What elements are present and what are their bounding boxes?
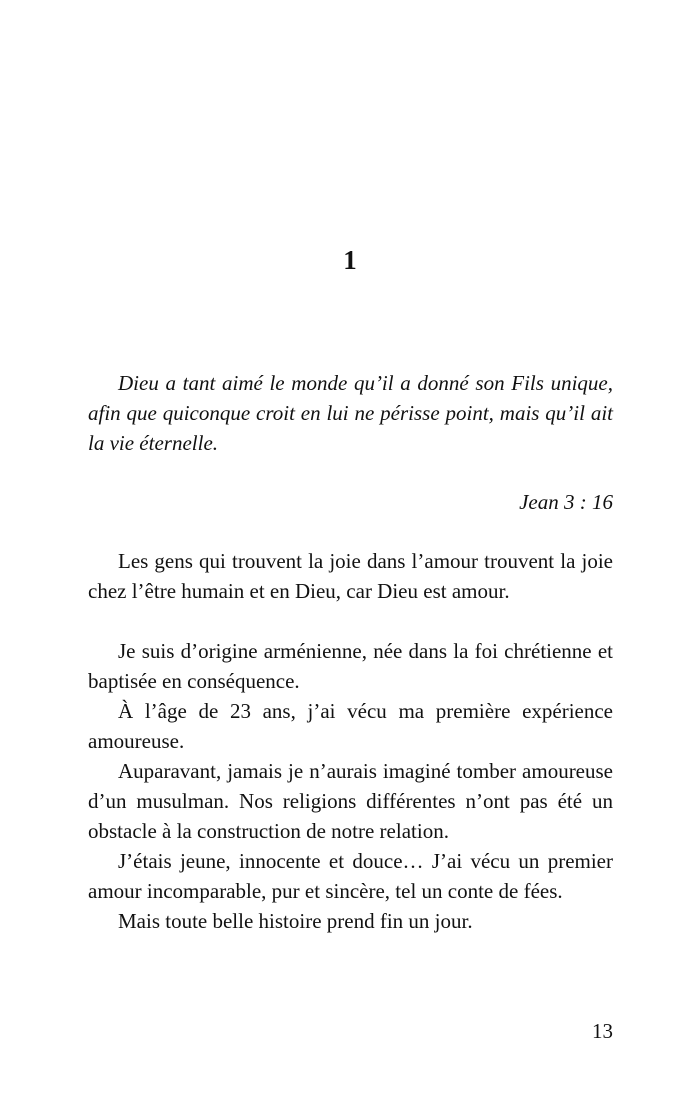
page-number: 13 — [592, 1019, 613, 1043]
paragraph: Les gens qui trouvent la joie dans l’amour trouvent la joie chez l’être humain et en Dieu, car Dieu est amour. — [88, 549, 613, 603]
chapter-body — [88, 546, 613, 936]
chapter-number: 1 — [343, 245, 357, 275]
paragraph: Je suis d’origine arménienne, née dans la foi chrétienne et baptisée en conséquence. — [88, 639, 613, 693]
paragraph: Mais toute belle histoire prend fin un jour. — [118, 909, 473, 933]
epigraph-citation: Jean 3 : 16 — [519, 490, 613, 514]
paragraph: À l’âge de 23 ans, j’ai vécu ma première expérience amoureuse. — [88, 699, 613, 753]
paragraph: Auparavant, jamais je n’aurais imaginé tomber amoureuse d’un musulman. Nos religions différentes n’ont pas été un obstacle à la construction de notre relation. — [88, 759, 613, 843]
epigraph-quote: Dieu a tant aimé le monde qu’il a donné son Fils unique, afin que quiconque croit en lui ne périsse point, mais qu’il ait la vie éternelle. — [88, 371, 613, 455]
paragraph: J’étais jeune, innocente et douce… J’ai vécu un premier amour incomparable, pur et sincère, tel un conte de fées. — [88, 849, 613, 903]
